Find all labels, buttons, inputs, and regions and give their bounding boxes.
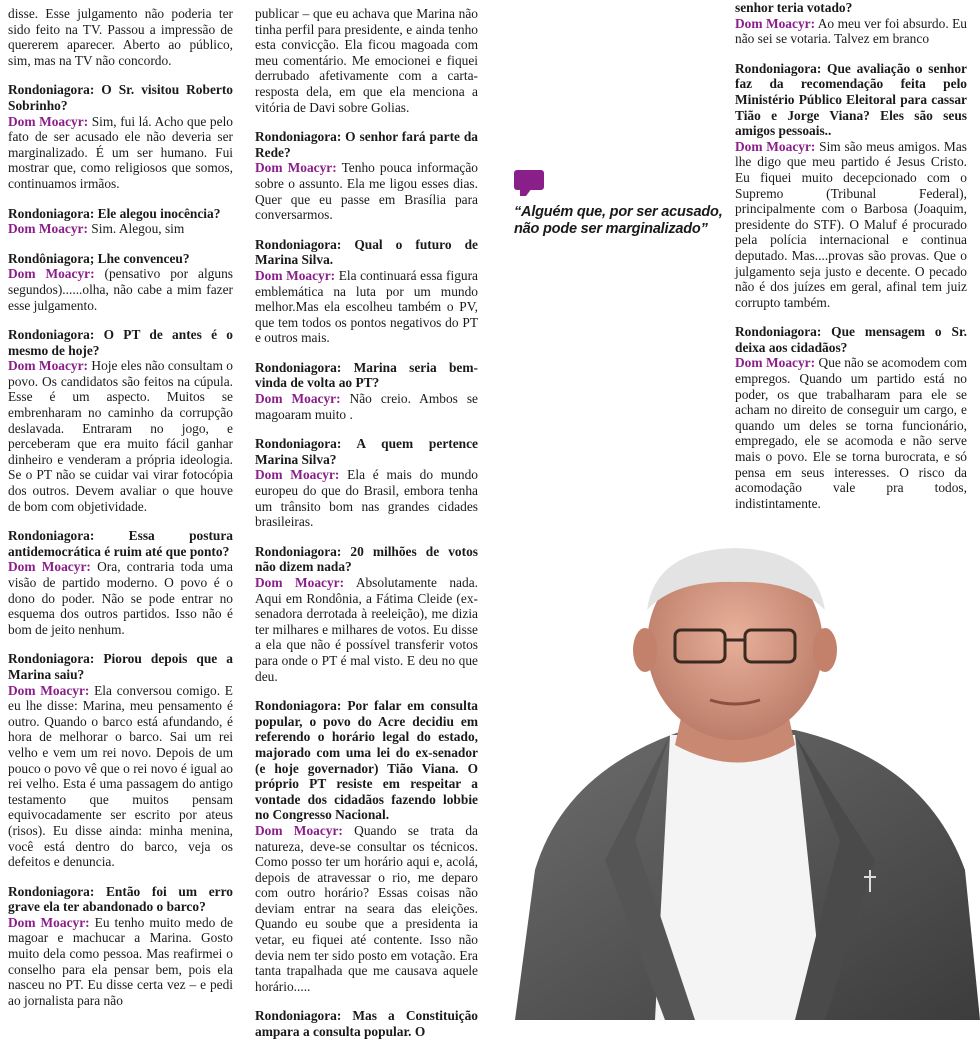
speaker-name: Dom Moacyr: — [255, 467, 340, 483]
answer-paragraph — [255, 391, 478, 422]
qa-block — [735, 324, 967, 511]
question-text: Rondoniagora: A quem pertence Marina Silva? — [255, 436, 478, 467]
qa-block — [255, 436, 478, 530]
question-text: Rondoniagora: O Sr. visitou Roberto Sobrinho? — [8, 82, 233, 113]
answer-paragraph — [735, 139, 967, 311]
answer-text: publicar – que eu achava que Marina não tinha perfil para presidente, e ainda tenho esta convicção. Ela ficou magoada com meu comentário. Me emocionei e fiquei derrubado afetivamente com a carta-resposta dela, em que ela menciona a vitória de Davi sobre Golias. — [255, 6, 478, 115]
answer-paragraph — [8, 114, 233, 192]
answer-text: Eu tenho muito medo de magoar e machucar a Marina. Gosto muito dela como pessoa. Mas reafirmei o conselho para ela pensar bem, pois ela nasceu no PT. Eu disse certa vez – e pedi ao jornalista para não — [8, 914, 233, 1008]
speaker-name: Dom Moacyr: — [8, 914, 90, 930]
answer-paragraph — [735, 16, 967, 47]
answer-paragraph — [255, 467, 478, 529]
question-text: Rondoniagora: Então foi um erro grave ela ter abandonado o barco? — [8, 883, 233, 915]
question-text: senhor teria votado? — [735, 0, 853, 15]
speaker-name: Dom Moacyr: — [255, 267, 336, 283]
answer-paragraph — [8, 358, 233, 514]
qa-block — [255, 360, 478, 422]
answer-paragraph — [255, 268, 478, 346]
article-column-1 — [8, 6, 233, 1036]
qa-block — [255, 237, 478, 346]
question-text: Rondoniagora: O PT de antes é o mesmo de hoje? — [8, 327, 233, 358]
speaker-name: Dom Moacyr: — [8, 113, 89, 129]
answer-paragraph — [8, 559, 233, 637]
qa-block — [8, 206, 233, 237]
qa-block — [255, 6, 478, 115]
question-text: Rondoniagora: Por falar em consulta popular, o povo do Acre decidiu em referendo o horário legal do estado, majorado com uma lei do ex-senador (e hoje governador) Tião Viana. O próprio PT resiste em respeitar a vontade dos cidadãos fazendo lobbie no Congresso Nacional. — [255, 698, 478, 823]
speaker-name: Dom Moacyr: — [735, 355, 816, 371]
answer-paragraph — [255, 575, 478, 684]
answer-text: Que não se acomodem com empregos. Quando um partido está no poder, os que trabalharam para ele se acham no direito de conseguir um cargo, e quando um deles se torna funcionário, empregado, ele se acomoda e não serve mais o povo. Ele se torna burocrata, e só pensa em seus interesses. O risco da acomodação vale pra todos, indistintamente. — [735, 355, 967, 511]
answer-text: Ao meu ver foi absurdo. Eu não sei se votaria. Talvez em branco — [735, 15, 967, 47]
question-text: Rondoniagora: Essa postura antidemocrática é ruim até que ponto? — [8, 528, 233, 559]
qa-block — [8, 651, 233, 869]
question-text: Rondôniagora; Lhe convenceu? — [8, 250, 190, 266]
speaker-name: Dom Moacyr: — [735, 15, 816, 31]
answer-text: Ela conversou comigo. E eu lhe disse: Marina, meu pensamento é outro. Quando o barco está afundando, é hora de melhorar o barco. Sai um rei velho e vem um rei novo. Depois de um pouco o povo vê que o rei novo é igual ao rei velho. Esta é uma passagem do antigo testamento que muitos pensam equivocadamente ser escrito por ateus (risos). Eu disse ainda: minha menina, você está dentro do barco, veja os defeitos e denuncia. — [8, 682, 233, 870]
speaker-name: Dom Moacyr: — [735, 138, 816, 154]
answer-paragraph — [735, 355, 967, 511]
answer-text: Quando se trata da natureza, deve-se consultar os técnicos. Como posso ter um horário aqui e, acolá, depois de atravessar o rio, me deparo com outro horário? Essas coisas não deviam entrar na seara das eleições. Quando eu soube que a presidenta ia vetar, eu fiquei até contente. Isso não devia nem ter sido posto em votação. Era tanta trapalhada que me causava aquele horário..... — [255, 822, 478, 994]
qa-block — [735, 0, 967, 47]
question-text: Rondoniagora: O senhor fará parte da Rede? — [255, 129, 478, 160]
question-text: Rondoniagora: Ele alegou inocência? — [8, 205, 221, 221]
article-column-3 — [735, 0, 967, 511]
qa-block — [8, 251, 233, 313]
pull-quote-text: “Alguém que, por ser acusado, não pode ser marginalizado” — [514, 204, 723, 237]
pull-quote — [514, 170, 724, 238]
qa-block — [255, 698, 478, 994]
answer-paragraph — [255, 160, 478, 222]
question-text: Rondoniagora: Marina seria bem-vinda de volta ao PT? — [255, 359, 478, 391]
answer-text: Ela continuará essa figura emblemática na luta por um mundo melhor.Mas ela escolheu também o PV, que tem todos os pontos negativos do PT e outros mais. — [255, 267, 478, 346]
answer-text: Hoje eles não consultam o povo. Os candidatos são feitos na cúpula. Esse é um aspecto. Muitos se embrenharam no caminho da corrupção deslavada. Entraram no jogo, e perceberam que era muito fácil ganhar dinheiro e venderam a própria ideologia. Se o PT não se cuidar vai virar fotocópia dos outros. Devem avaliar o que houve de bom com objetividade. — [8, 358, 233, 514]
qa-block — [255, 1008, 478, 1039]
qa-block — [8, 82, 233, 191]
portrait-photo — [495, 540, 980, 1020]
speaker-name: Dom Moacyr: — [255, 391, 341, 407]
answer-text: Sim são meus amigos. Mas lhe digo que meu partido é Jesus Cristo. Eu fiquei muito decepcionado com o Supremo (Tribunal Federal), principalmente com o Barbosa (Joaquim, presidente do STF). O Maluf é procurado pela polícia internacional e continua deputado. Mas....provas são provas. Que o julgamento seja justo e decente. O pecado não é dos juízes em geral, afinal tem juiz corrupto também. — [735, 138, 967, 310]
qa-block — [735, 61, 967, 311]
answer-text: Absolutamente nada. Aqui em Rondônia, a Fátima Cleide (ex-senadora derrotada à reeleição), me dizia ter milhares e milhares de votos. Eu disse a ela que não é possível transferir votos para onde o PT é mal visto. E deu no que deu. — [255, 575, 478, 684]
answer-text: Tenho pouca informação sobre o assunto. Ela me ligou esses dias. Quer que eu passe em Brasília para conversarmos. — [255, 160, 478, 223]
article-column-2 — [255, 6, 478, 1040]
speaker-name: Dom Moacyr: — [8, 682, 90, 698]
answer-paragraph — [8, 683, 233, 870]
answer-text: Ela é mais do mundo europeu do que do Brasil, embora tenha um trânsito bom nas grandes cidades brasileiras. — [255, 467, 478, 530]
speaker-name: Dom Moacyr: — [8, 266, 95, 282]
speaker-name: Dom Moacyr: — [255, 575, 345, 590]
answer-text: Sim, fui lá. Acho que pelo fato de ser acusado ele não deveria ser marginalizado. É um ser humano. Fui mostrar que, como religiosos que somos, continuamos irmãos. — [8, 113, 233, 191]
qa-block — [8, 884, 233, 1009]
question-text: Rondoniagora: Piorou depois que a Marina saiu? — [8, 651, 233, 682]
question-text: Rondoniagora: Mas a Constituição ampara a consulta popular. O — [255, 1008, 478, 1040]
qa-block — [8, 528, 233, 637]
qa-block — [8, 327, 233, 514]
speaker-name: Dom Moacyr: — [8, 559, 91, 575]
answer-paragraph — [8, 221, 233, 237]
qa-block — [8, 6, 233, 68]
question-text: Rondoniagora: Que mensagem o Sr. deixa aos cidadãos? — [735, 324, 967, 355]
speaker-name: Dom Moacyr: — [8, 221, 88, 237]
answer-text: (pensativo por alguns segundos)......olha, não cabe a mim fazer esse julgamento. — [8, 266, 233, 313]
answer-text: Sim. Alegou, sim — [87, 221, 185, 237]
answer-paragraph — [8, 915, 233, 1009]
answer-text: disse. Esse julgamento não poderia ter sido feito na TV. Passou a impressão de quererem aparecer. Aberto ao público, sim, mas na TV não concordo. — [8, 6, 233, 68]
answer-paragraph — [255, 823, 478, 995]
question-text: Rondoniagora: 20 milhões de votos não dizem nada? — [255, 543, 478, 575]
qa-block — [255, 129, 478, 223]
speaker-name: Dom Moacyr: — [255, 160, 337, 176]
question-text: Rondoniagora: Que avaliação o senhor faz da recomendação feita pelo Ministério Público Eleitoral para cassar Tião e Jorge Viana? Eles são seus amigos pessoais.. — [735, 60, 967, 139]
qa-block — [255, 544, 478, 684]
speech-bubble-icon — [514, 170, 544, 196]
answer-paragraph — [8, 266, 233, 313]
speaker-name: Dom Moacyr: — [8, 358, 89, 374]
speaker-name: Dom Moacyr: — [255, 822, 343, 838]
answer-text: Ora, contraria toda uma visão de partido moderno. O povo é o dono do poder. Não se pode entrar no esquema dos outros partidos. Isso não é bom de jeito nenhum. — [8, 559, 233, 637]
question-text: Rondoniagora: Qual o futuro de Marina Silva. — [255, 236, 478, 268]
answer-text: Não creio. Ambos se magoaram muito . — [255, 391, 478, 422]
